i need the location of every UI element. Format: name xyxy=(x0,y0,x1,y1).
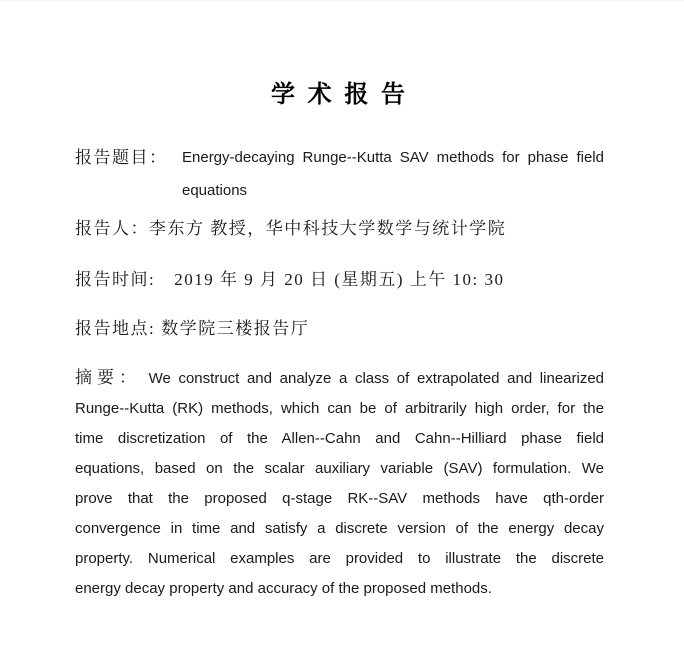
topic-line-2 xyxy=(75,174,604,207)
topic-line-1 xyxy=(75,141,604,174)
abstract-label: 摘要： xyxy=(75,368,141,387)
abstract-line-7: property. Numerical examples are provided to illustrate the discrete xyxy=(75,550,604,567)
abstract-line-3: time discretization of the Allen--Cahn and Cahn--Hilliard phase field xyxy=(75,430,604,447)
abstract-line-8: energy decay property and accuracy of the proposed methods. xyxy=(75,580,492,597)
abstract-line-1 xyxy=(75,363,604,394)
location-label: 报告地点: xyxy=(75,319,156,338)
topic-label: 报告题目： xyxy=(75,148,168,167)
field-time xyxy=(75,263,604,297)
time-label: 报告时间: xyxy=(75,270,156,289)
abstract-line-2: Runge--Kutta (RK) methods, which can be of arbitrarily high order, for the xyxy=(75,400,604,417)
field-topic xyxy=(75,141,604,207)
page-title: 学 术 报 告 xyxy=(270,81,408,108)
abstract-section xyxy=(75,363,604,604)
time-value: 2019 年 9 月 20 日 (星期五) 上午 10: 30 xyxy=(174,270,505,289)
abstract-line-1-text: We construct and analyze a class of extrapolated and linearized xyxy=(148,370,605,387)
location-value: 数学院三楼报告厅 xyxy=(161,319,310,338)
speaker-label: 报告人： xyxy=(75,219,149,238)
abstract-line-6: convergence in time and satisfy a discrete version of the energy decay xyxy=(75,520,604,537)
abstract-line-4: equations, based on the scalar auxiliary variable (SAV) formulation. We xyxy=(75,460,604,477)
speaker-value: 李东方 教授，华中科技大学数学与统计学院 xyxy=(149,219,507,238)
abstract-line-5: prove that the proposed q-stage RK--SAV methods have qth-order xyxy=(75,490,604,507)
field-location xyxy=(75,312,604,346)
topic-value-line-1: Energy-decaying Runge--Kutta SAV methods for phase field xyxy=(182,149,604,166)
topic-value-line-2: equations xyxy=(182,182,248,199)
field-speaker xyxy=(75,212,604,246)
